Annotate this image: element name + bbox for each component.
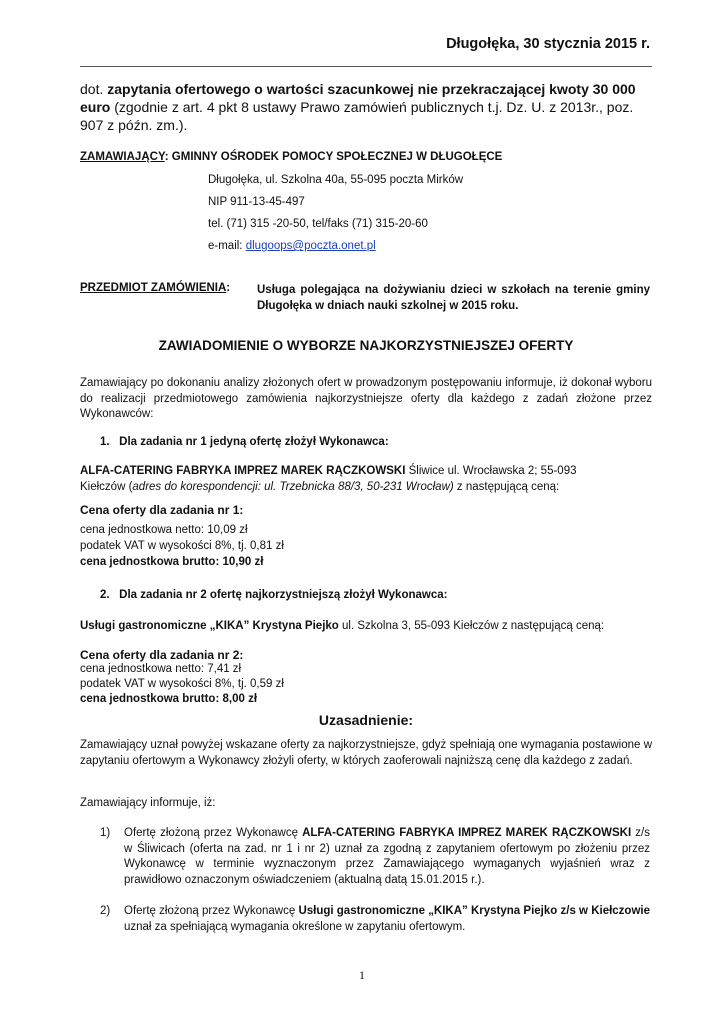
task2-gross-price: cena jednostkowa brutto: 8,00 zł bbox=[80, 693, 258, 705]
task2-price-title: Cena oferty dla zadania nr 2: bbox=[80, 648, 244, 662]
item1-company: ALFA-CATERING FABRYKA IMPREZ MAREK RĄCZKOWSKI bbox=[302, 827, 632, 839]
task1-company: ALFA-CATERING FABRYKA IMPREZ MAREK RĄCZKOWSKI bbox=[80, 465, 406, 477]
task1-correspondence-address: adres do korespondencji: ul. Trzebnicka 88/3, 50-231 Wrocław) bbox=[132, 480, 454, 493]
subject-prefix: dot. bbox=[80, 81, 104, 97]
subject-of-order-label: PRZEDMIOT ZAMÓWIENIA bbox=[80, 282, 227, 294]
justification-text: Zamawiający uznał powyżej wskazane oferty za najkorzystniejsze, gdyż spełniają one wymagania postawione w zapytaniu ofertowym a Wykonawcy złożyli oferty, w których zaoferowali najniższą cenę dla każdego z zadań. bbox=[80, 739, 652, 767]
item2-company: Usługi gastronomiczne „KIKA” Krystyna Piejko z/s w Kiełczowie bbox=[298, 905, 650, 917]
subject-of-order-heading bbox=[80, 282, 230, 294]
ordering-party-phone: tel. (71) 315 -20-50, tel/faks (71) 315-20-60 bbox=[208, 218, 428, 230]
task1-net-price: cena jednostkowa netto: 10,09 zł bbox=[80, 524, 248, 536]
document-date: Długołęka, 30 stycznia 2015 r. bbox=[446, 36, 650, 52]
item1-suffix: z/s w Śliwicach (oferta na zad. nr 1 i nr 2) uznał za zgodną z zapytaniem ofertowym po złożeniu przez Wykonawcę w terminie wyznaczonym przez Zamawiającego wymaganych wyjaśnień wraz z prawidłowo oznaczonym oświadczeniem (aktualną datą 15.01.2015 r.). bbox=[124, 827, 651, 886]
task2-heading: 2. Dla zadania nr 2 ofertę najkorzystniejszą złożył Wykonawca: bbox=[100, 589, 448, 601]
list-item-number: 2) bbox=[100, 905, 111, 917]
item2-prefix: Ofertę złożoną przez Wykonawcę bbox=[124, 905, 299, 917]
justification-title: Uzasadnienie: bbox=[318, 712, 414, 728]
task1-address-suffix: z następującą ceną: bbox=[453, 480, 560, 493]
ordering-party-label: ZAMAWIAJĄCY bbox=[80, 151, 165, 163]
task1-vat: podatek VAT w wysokości 8%, tj. 0,81 zł bbox=[80, 540, 284, 552]
subject-of-order-colon: : bbox=[226, 282, 231, 294]
list-item bbox=[100, 904, 650, 935]
task2-net-price: cena jednostkowa netto: 7,41 zł bbox=[80, 663, 242, 675]
page-number: 1 bbox=[359, 968, 365, 982]
task1-contractor bbox=[80, 464, 652, 495]
ordering-party-heading bbox=[80, 151, 502, 163]
email-link[interactable]: dlugoops@poczta.onet.pl bbox=[245, 240, 376, 252]
notice-title: ZAWIADOMIENIE O WYBORZE NAJKORZYSTNIEJSZEJ OFERTY bbox=[158, 338, 574, 353]
ordering-party-email-row bbox=[208, 240, 376, 252]
item2-suffix: uznał za spełniającą wymagania określone w zapytaniu ofertowym. bbox=[124, 920, 466, 933]
list-item-text bbox=[124, 904, 650, 935]
informs-line: Zamawiający informuje, iż: bbox=[80, 797, 216, 809]
subject-of-order-description: Usługa polegająca na dożywianiu dzieci w szkołach na terenie gminy Długołęka w dniach nauki szkolnej w 2015 roku. bbox=[257, 284, 650, 312]
list-item-number: 1) bbox=[100, 827, 111, 839]
task2-contractor bbox=[80, 620, 604, 632]
ordering-party-nip: NIP 911-13-45-497 bbox=[208, 196, 305, 208]
email-label: e-mail: bbox=[208, 240, 243, 252]
task1-address-prefix: Kiełczów ( bbox=[80, 480, 133, 493]
ordering-party-address: Długołęka, ul. Szkolna 40a, 55-095 poczta Mirków bbox=[208, 174, 464, 186]
task1-heading: 1. Dla zadania nr 1 jedyną ofertę złożył Wykonawca: bbox=[100, 436, 389, 448]
subject-reference bbox=[80, 80, 652, 134]
task1-gross-price: cena jednostkowa brutto: 10,90 zł bbox=[80, 556, 264, 568]
item1-prefix: Ofertę złożoną przez Wykonawcę bbox=[124, 827, 303, 839]
subject-rest: (zgodnie z art. 4 pkt 8 ustawy Prawo zamówień publicznych t.j. Dz. U. z 2013r., poz. 907 z późn. zm.). bbox=[80, 99, 634, 133]
task1-address: Śliwice ul. Wrocławska 2; 55-093 bbox=[408, 465, 577, 477]
task2-vat: podatek VAT w wysokości 8%, tj. 0,59 zł bbox=[80, 678, 284, 690]
list-item bbox=[100, 826, 650, 888]
ordering-party-name: : GMINNY OŚRODEK POMOCY SPOŁECZNEJ W DŁUGOŁĘCE bbox=[164, 151, 503, 163]
intro-paragraph: Zamawiający po dokonaniu analizy złożonych ofert w prowadzonym postępowaniu informuje, iż dokonał wyboru do realizacji przedmiotowego zamówienia najkorzystniejsze oferty dla każdego z zadań złożone przez Wykonawców: bbox=[80, 377, 652, 420]
header-divider bbox=[80, 66, 652, 67]
task2-company: Usługi gastronomiczne „KIKA” Krystyna Piejko bbox=[80, 620, 339, 632]
task1-price-title: Cena oferty dla zadania nr 1: bbox=[80, 503, 244, 517]
list-item-text bbox=[124, 826, 650, 888]
subject-bold: zapytania ofertowego o wartości szacunkowej nie przekraczającej kwoty 30 000 euro bbox=[80, 81, 636, 115]
task2-address: ul. Szkolna 3, 55-093 Kiełczów z następującą ceną: bbox=[338, 620, 605, 632]
